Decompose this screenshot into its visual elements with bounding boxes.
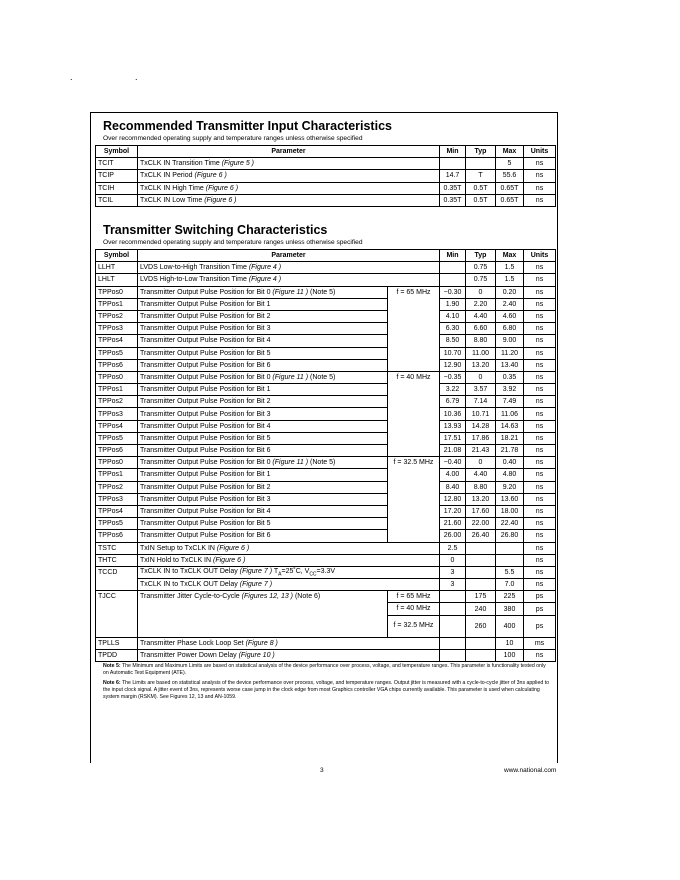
table-row bbox=[96, 408, 556, 420]
param-cell: TxCLK IN Low Time (Figure 6 ) bbox=[138, 194, 440, 206]
min-cell: 12.80 bbox=[440, 493, 466, 505]
units-cell: ns bbox=[524, 649, 556, 661]
typ-cell: 3.57 bbox=[466, 384, 496, 396]
tx-input-title: Recommended Transmitter Input Characteristics bbox=[103, 119, 392, 133]
typ-cell: 13.20 bbox=[466, 359, 496, 371]
max-cell: 380 bbox=[496, 603, 524, 615]
symbol-cell: LLHT bbox=[96, 262, 138, 274]
table-row bbox=[96, 347, 556, 359]
min-cell: −0.40 bbox=[440, 457, 466, 469]
units-cell: ns bbox=[524, 518, 556, 530]
table-row bbox=[96, 194, 556, 206]
col-max: Max bbox=[496, 146, 524, 158]
min-cell: 26.00 bbox=[440, 530, 466, 542]
symbol-cell: TCIT bbox=[96, 158, 138, 170]
units-cell: ns bbox=[524, 542, 556, 554]
typ-cell: 14.28 bbox=[466, 420, 496, 432]
units-cell: ns bbox=[524, 396, 556, 408]
table-row bbox=[96, 554, 556, 566]
max-cell: 100 bbox=[496, 649, 524, 661]
min-cell bbox=[440, 158, 466, 170]
min-cell bbox=[440, 637, 466, 649]
symbol-cell: TPPos1 bbox=[96, 384, 138, 396]
param-cell: Transmitter Output Pulse Position for Bit 2 bbox=[138, 481, 388, 493]
typ-cell: 8.80 bbox=[466, 481, 496, 493]
tx-input-table bbox=[95, 145, 556, 207]
typ-cell: 8.80 bbox=[466, 335, 496, 347]
typ-cell: 0 bbox=[466, 286, 496, 298]
max-cell: 0.35 bbox=[496, 371, 524, 383]
symbol-cell: TPPos2 bbox=[96, 396, 138, 408]
typ-cell: 0.75 bbox=[466, 262, 496, 274]
col-max: Max bbox=[496, 250, 524, 262]
typ-cell bbox=[466, 649, 496, 661]
min-cell: 13.93 bbox=[440, 420, 466, 432]
condition-cell: f = 40 MHz bbox=[388, 603, 440, 615]
param-cell: Transmitter Output Pulse Position for Bit 3 bbox=[138, 408, 388, 420]
symbol-cell: TSTC bbox=[96, 542, 138, 554]
table-row bbox=[96, 445, 556, 457]
param-cell: Transmitter Power Down Delay (Figure 10 ) bbox=[138, 649, 440, 661]
col-typ: Typ bbox=[466, 146, 496, 158]
units-cell: ns bbox=[524, 469, 556, 481]
param-cell: Transmitter Output Pulse Position for Bit 3 bbox=[138, 323, 388, 335]
symbol-cell: TJCC bbox=[96, 591, 138, 637]
param-cell: TxCLK IN to TxCLK OUT Delay (Figure 7 ) $T_A=25˚C$, $V_{CC}=3.3V$ bbox=[138, 566, 440, 578]
condition-cell: f = 40 MHz bbox=[388, 371, 440, 456]
units-cell: ns bbox=[524, 505, 556, 517]
min-cell: 6.30 bbox=[440, 323, 466, 335]
table-row bbox=[96, 591, 556, 603]
table-row bbox=[96, 396, 556, 408]
table-row bbox=[96, 493, 556, 505]
typ-cell: 260 bbox=[466, 615, 496, 637]
typ-cell bbox=[466, 566, 496, 578]
symbol-cell: TPPos4 bbox=[96, 505, 138, 517]
table-row bbox=[96, 310, 556, 322]
table-row bbox=[96, 323, 556, 335]
symbol-cell: TPPos6 bbox=[96, 530, 138, 542]
symbol-cell: TPPos5 bbox=[96, 347, 138, 359]
units-cell: ns bbox=[524, 432, 556, 444]
param-cell: Transmitter Output Pulse Position for Bit 3 bbox=[138, 493, 388, 505]
typ-cell bbox=[466, 637, 496, 649]
max-cell: 14.63 bbox=[496, 420, 524, 432]
col-units: Units bbox=[524, 146, 556, 158]
table-row bbox=[96, 481, 556, 493]
typ-cell: 240 bbox=[466, 603, 496, 615]
col-units: Units bbox=[524, 250, 556, 262]
typ-cell: 10.71 bbox=[466, 408, 496, 420]
max-cell: 11.20 bbox=[496, 347, 524, 359]
units-cell: ps bbox=[524, 603, 556, 615]
symbol-cell: TPPos5 bbox=[96, 432, 138, 444]
symbol-cell: TPPos5 bbox=[96, 518, 138, 530]
table-row bbox=[96, 420, 556, 432]
min-cell: −0.35 bbox=[440, 371, 466, 383]
param-cell: LVDS Low-to-High Transition Time (Figure 4 ) bbox=[138, 262, 440, 274]
units-cell: ns bbox=[524, 371, 556, 383]
param-cell: Transmitter Output Pulse Position for Bit 0 (Figure 11 ) (Note 5) bbox=[138, 457, 388, 469]
units-cell: ns bbox=[524, 530, 556, 542]
min-cell bbox=[440, 262, 466, 274]
max-cell: 26.80 bbox=[496, 530, 524, 542]
condition-cell: f = 65 MHz bbox=[388, 591, 440, 603]
table-row bbox=[96, 359, 556, 371]
tx-switch-subtitle: Over recommended operating supply and temperature ranges unless otherwise specified bbox=[103, 239, 363, 246]
col-typ: Typ bbox=[466, 250, 496, 262]
page-number: 3 bbox=[320, 767, 324, 774]
param-cell: Transmitter Output Pulse Position for Bit 4 bbox=[138, 335, 388, 347]
max-cell: 3.92 bbox=[496, 384, 524, 396]
units-cell: ns bbox=[524, 579, 556, 591]
min-cell bbox=[440, 591, 466, 603]
symbol-cell: TCCD bbox=[96, 566, 138, 590]
table-row bbox=[96, 469, 556, 481]
symbol-cell: TPPos2 bbox=[96, 481, 138, 493]
param-cell: Transmitter Output Pulse Position for Bit 4 bbox=[138, 505, 388, 517]
max-cell: 1.5 bbox=[496, 262, 524, 274]
min-cell: 4.00 bbox=[440, 469, 466, 481]
min-cell: 3 bbox=[440, 566, 466, 578]
notes bbox=[103, 663, 549, 701]
units-cell: ns bbox=[524, 493, 556, 505]
units-cell: ms bbox=[524, 637, 556, 649]
table-row bbox=[96, 566, 556, 578]
min-cell: 6.79 bbox=[440, 396, 466, 408]
units-cell: ns bbox=[524, 384, 556, 396]
table-row bbox=[96, 384, 556, 396]
datasheet-frame bbox=[90, 112, 558, 763]
note-5: Note 5: The Minimum and Maximum Limits are based on statistical analysis of the device performance over process, voltage, and temperature ranges. This parameter is functionality tested only on Automatic Test Equipment (ATE). bbox=[103, 663, 546, 677]
max-cell: 9.00 bbox=[496, 335, 524, 347]
tx-input-subtitle: Over recommended operating supply and temperature ranges unless otherwise specified bbox=[103, 135, 363, 142]
min-cell: 17.51 bbox=[440, 432, 466, 444]
param-cell: Transmitter Output Pulse Position for Bit 2 bbox=[138, 310, 388, 322]
max-cell: 2.40 bbox=[496, 298, 524, 310]
symbol-cell: THTC bbox=[96, 554, 138, 566]
symbol-cell: TPPos3 bbox=[96, 408, 138, 420]
symbol-cell: TPPos1 bbox=[96, 469, 138, 481]
table-row bbox=[96, 274, 556, 286]
units-cell: ns bbox=[524, 170, 556, 182]
min-cell: 1.90 bbox=[440, 298, 466, 310]
max-cell: 0.20 bbox=[496, 286, 524, 298]
table-row bbox=[96, 182, 556, 194]
symbol-cell: TPPos3 bbox=[96, 323, 138, 335]
typ-cell: 4.40 bbox=[466, 310, 496, 322]
table-header bbox=[96, 250, 556, 262]
min-cell: 21.60 bbox=[440, 518, 466, 530]
max-cell: 400 bbox=[496, 615, 524, 637]
symbol-cell: TPPos2 bbox=[96, 310, 138, 322]
units-cell: ns bbox=[524, 310, 556, 322]
min-cell bbox=[440, 615, 466, 637]
col-symbol: Symbol bbox=[96, 250, 138, 262]
param-cell: Transmitter Output Pulse Position for Bit 6 bbox=[138, 530, 388, 542]
max-cell: 0.65T bbox=[496, 182, 524, 194]
min-cell bbox=[440, 649, 466, 661]
units-cell: ns bbox=[524, 323, 556, 335]
typ-cell: 6.60 bbox=[466, 323, 496, 335]
typ-cell: 11.00 bbox=[466, 347, 496, 359]
symbol-cell: TPPos3 bbox=[96, 493, 138, 505]
max-cell: 13.40 bbox=[496, 359, 524, 371]
symbol-cell: TCIP bbox=[96, 170, 138, 182]
min-cell: 14.7 bbox=[440, 170, 466, 182]
typ-cell: 2.20 bbox=[466, 298, 496, 310]
table-row bbox=[96, 298, 556, 310]
units-cell: ns bbox=[524, 274, 556, 286]
typ-cell: 22.00 bbox=[466, 518, 496, 530]
min-cell: 3.22 bbox=[440, 384, 466, 396]
symbol-cell: TPPos4 bbox=[96, 335, 138, 347]
table-row bbox=[96, 262, 556, 274]
min-cell: 8.50 bbox=[440, 335, 466, 347]
typ-cell: 0.5T bbox=[466, 194, 496, 206]
units-cell: ns bbox=[524, 566, 556, 578]
table-row bbox=[96, 579, 556, 591]
col-min: Min bbox=[440, 146, 466, 158]
symbol-cell: TPPos1 bbox=[96, 298, 138, 310]
symbol-cell: TPPos6 bbox=[96, 359, 138, 371]
typ-cell: 0 bbox=[466, 457, 496, 469]
units-cell: ps bbox=[524, 591, 556, 603]
typ-cell: 26.40 bbox=[466, 530, 496, 542]
table-header bbox=[96, 146, 556, 158]
typ-cell: 13.20 bbox=[466, 493, 496, 505]
symbol-cell: TPLLS bbox=[96, 637, 138, 649]
typ-cell: 0 bbox=[466, 371, 496, 383]
units-cell: ns bbox=[524, 445, 556, 457]
typ-cell bbox=[466, 554, 496, 566]
typ-cell: 7.14 bbox=[466, 396, 496, 408]
symbol-cell: TCIL bbox=[96, 194, 138, 206]
min-cell: 0 bbox=[440, 554, 466, 566]
min-cell: 2.5 bbox=[440, 542, 466, 554]
condition-cell: f = 32.5 MHz bbox=[388, 457, 440, 542]
units-cell: ns bbox=[524, 347, 556, 359]
param-cell: TxCLK IN to TxCLK OUT Delay (Figure 7 ) bbox=[138, 579, 440, 591]
param-cell: Transmitter Output Pulse Position for Bit 6 bbox=[138, 445, 388, 457]
website: www.national.com bbox=[504, 767, 557, 774]
max-cell: 22.40 bbox=[496, 518, 524, 530]
symbol-cell: TPPos0 bbox=[96, 457, 138, 469]
symbol-cell: TPPos4 bbox=[96, 420, 138, 432]
table-row bbox=[96, 371, 556, 383]
max-cell: 55.6 bbox=[496, 170, 524, 182]
param-cell: Transmitter Output Pulse Position for Bit 2 bbox=[138, 396, 388, 408]
table-row bbox=[96, 286, 556, 298]
param-cell: Transmitter Output Pulse Position for Bit 5 bbox=[138, 432, 388, 444]
col-parameter: Parameter bbox=[138, 146, 440, 158]
typ-cell: 175 bbox=[466, 591, 496, 603]
min-cell bbox=[440, 603, 466, 615]
units-cell: ns bbox=[524, 298, 556, 310]
units-cell: ns bbox=[524, 457, 556, 469]
max-cell: 10 bbox=[496, 637, 524, 649]
table-row bbox=[96, 649, 556, 661]
units-cell: ns bbox=[524, 481, 556, 493]
typ-cell: T bbox=[466, 170, 496, 182]
units-cell: ps bbox=[524, 615, 556, 637]
typ-cell: 17.86 bbox=[466, 432, 496, 444]
units-cell: ns bbox=[524, 158, 556, 170]
param-cell: Transmitter Output Pulse Position for Bit 1 bbox=[138, 384, 388, 396]
param-cell: Transmitter Output Pulse Position for Bit 1 bbox=[138, 298, 388, 310]
param-cell: Transmitter Output Pulse Position for Bit 5 bbox=[138, 347, 388, 359]
table-row bbox=[96, 637, 556, 649]
typ-cell: 0.5T bbox=[466, 182, 496, 194]
min-cell: 17.20 bbox=[440, 505, 466, 517]
table-row bbox=[96, 505, 556, 517]
units-cell: ns bbox=[524, 182, 556, 194]
condition-cell: f = 65 MHz bbox=[388, 286, 440, 371]
min-cell: 0.35T bbox=[440, 182, 466, 194]
typ-cell: 21.43 bbox=[466, 445, 496, 457]
symbol-cell: TPDD bbox=[96, 649, 138, 661]
max-cell: 5 bbox=[496, 158, 524, 170]
param-cell: Transmitter Phase Lock Loop Set (Figure 8 ) bbox=[138, 637, 440, 649]
condition-cell: f = 32.5 MHz bbox=[388, 615, 440, 637]
param-cell: Transmitter Output Pulse Position for Bit 1 bbox=[138, 469, 388, 481]
units-cell: ns bbox=[524, 420, 556, 432]
units-cell: ns bbox=[524, 262, 556, 274]
symbol-cell: TPPos0 bbox=[96, 371, 138, 383]
min-cell: 12.90 bbox=[440, 359, 466, 371]
table-row bbox=[96, 158, 556, 170]
symbol-cell: TPPos6 bbox=[96, 445, 138, 457]
tx-switch-table bbox=[95, 249, 556, 662]
param-cell: TxIN Hold to TxCLK IN (Figure 6 ) bbox=[138, 554, 440, 566]
units-cell: ns bbox=[524, 554, 556, 566]
units-cell: ns bbox=[524, 194, 556, 206]
param-cell: LVDS High-to-Low Transition Time (Figure 4 ) bbox=[138, 274, 440, 286]
max-cell: 21.78 bbox=[496, 445, 524, 457]
symbol-cell: LHLT bbox=[96, 274, 138, 286]
param-cell: Transmitter Jitter Cycle-to-Cycle (Figures 12, 13 ) (Note 6) bbox=[138, 591, 388, 637]
max-cell: 9.20 bbox=[496, 481, 524, 493]
min-cell: 10.70 bbox=[440, 347, 466, 359]
max-cell: 4.80 bbox=[496, 469, 524, 481]
max-cell: 5.5 bbox=[496, 566, 524, 578]
typ-cell bbox=[466, 158, 496, 170]
max-cell: 225 bbox=[496, 591, 524, 603]
max-cell: 18.21 bbox=[496, 432, 524, 444]
max-cell: 0.65T bbox=[496, 194, 524, 206]
min-cell: −0.30 bbox=[440, 286, 466, 298]
typ-cell: 17.60 bbox=[466, 505, 496, 517]
param-cell: TxIN Setup to TxCLK IN (Figure 6 ) bbox=[138, 542, 440, 554]
max-cell: 4.60 bbox=[496, 310, 524, 322]
min-cell: 21.08 bbox=[440, 445, 466, 457]
table-row bbox=[96, 530, 556, 542]
typ-cell: 0.75 bbox=[466, 274, 496, 286]
min-cell: 3 bbox=[440, 579, 466, 591]
param-cell: Transmitter Output Pulse Position for Bit 5 bbox=[138, 518, 388, 530]
param-cell: TxCLK IN Period (Figure 6 ) bbox=[138, 170, 440, 182]
max-cell: 13.60 bbox=[496, 493, 524, 505]
col-symbol: Symbol bbox=[96, 146, 138, 158]
max-cell: 7.49 bbox=[496, 396, 524, 408]
min-cell bbox=[440, 274, 466, 286]
min-cell: 8.40 bbox=[440, 481, 466, 493]
corner-marks: . . bbox=[70, 72, 168, 82]
max-cell: 6.80 bbox=[496, 323, 524, 335]
units-cell: ns bbox=[524, 286, 556, 298]
table-row bbox=[96, 518, 556, 530]
tx-switch-title: Transmitter Switching Characteristics bbox=[103, 223, 328, 237]
min-cell: 0.35T bbox=[440, 194, 466, 206]
param-cell: TxCLK IN Transition Time (Figure 5 ) bbox=[138, 158, 440, 170]
max-cell: 18.00 bbox=[496, 505, 524, 517]
symbol-cell: TCIH bbox=[96, 182, 138, 194]
units-cell: ns bbox=[524, 408, 556, 420]
max-cell bbox=[496, 542, 524, 554]
param-cell: Transmitter Output Pulse Position for Bit 0 (Figure 11 ) (Note 5) bbox=[138, 371, 388, 383]
table-row bbox=[96, 542, 556, 554]
min-cell: 10.36 bbox=[440, 408, 466, 420]
typ-cell: 4.40 bbox=[466, 469, 496, 481]
max-cell: 11.06 bbox=[496, 408, 524, 420]
max-cell: 0.40 bbox=[496, 457, 524, 469]
table-row bbox=[96, 457, 556, 469]
units-cell: ns bbox=[524, 335, 556, 347]
min-cell: 4.10 bbox=[440, 310, 466, 322]
max-cell: 1.5 bbox=[496, 274, 524, 286]
typ-cell bbox=[466, 579, 496, 591]
col-min: Min bbox=[440, 250, 466, 262]
param-cell: Transmitter Output Pulse Position for Bit 6 bbox=[138, 359, 388, 371]
note-6: Note 6: The Limits are based on statistical analysis of the device performance over process, voltage, and temperature ranges. Output jitter is measured with a cycle-to-cycle jitter of 3ns applied to the input clock signal. A jitter event of 3ns, represents worse case jump in the clock edge from most Graphics controller VGA chips currently available. This parameter is used when calculating system margin (RSKM). See Figures 12, 13 and AN-1059. bbox=[103, 680, 549, 701]
symbol-cell: TPPos0 bbox=[96, 286, 138, 298]
max-cell: 7.0 bbox=[496, 579, 524, 591]
table-row bbox=[96, 335, 556, 347]
table-row bbox=[96, 432, 556, 444]
param-cell: Transmitter Output Pulse Position for Bit 0 (Figure 11 ) (Note 5) bbox=[138, 286, 388, 298]
units-cell: ns bbox=[524, 359, 556, 371]
param-cell: Transmitter Output Pulse Position for Bit 4 bbox=[138, 420, 388, 432]
max-cell bbox=[496, 554, 524, 566]
col-parameter: Parameter bbox=[138, 250, 440, 262]
param-cell: TxCLK IN High Time (Figure 6 ) bbox=[138, 182, 440, 194]
typ-cell bbox=[466, 542, 496, 554]
table-row bbox=[96, 170, 556, 182]
